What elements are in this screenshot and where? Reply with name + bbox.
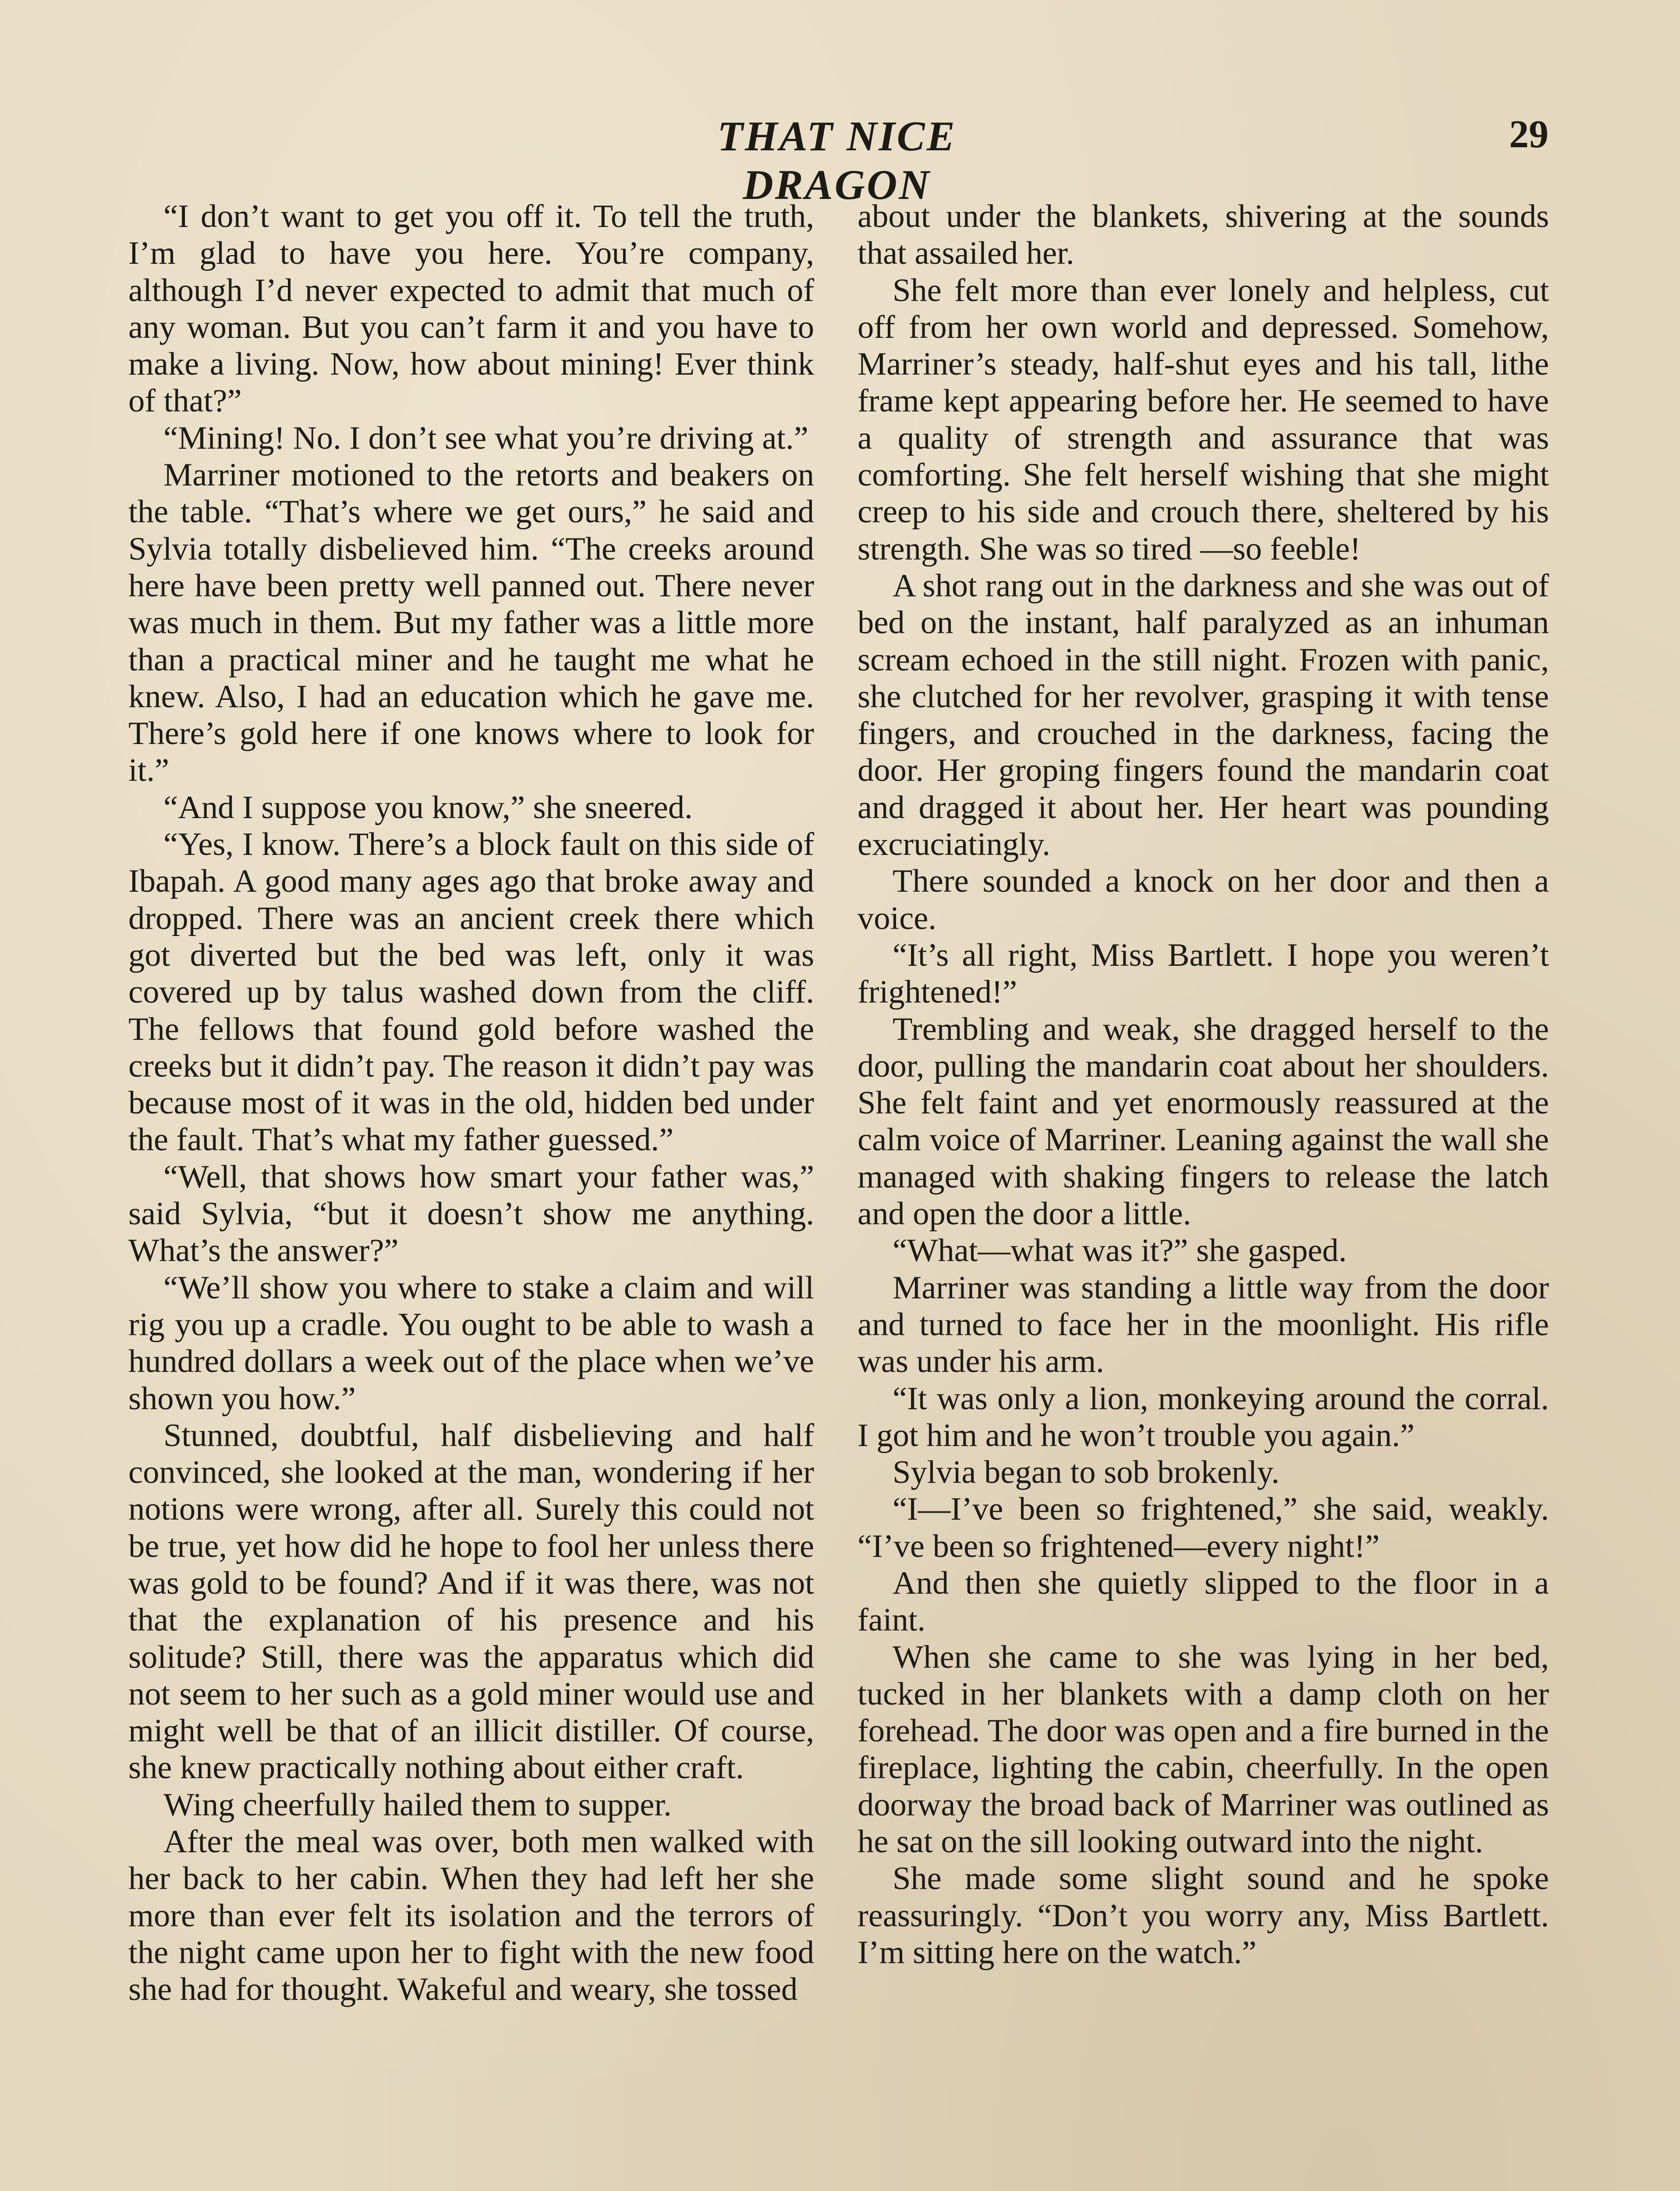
page-number: 29 — [1509, 113, 1549, 156]
paragraph-continuation: about under the blankets, shivering at the sounds that assailed her. — [858, 199, 1549, 272]
paragraph: “We’ll show you where to stake a claim and will rig you up a cradle. You ought to be able to wash a hundred dollars a week out of the place when we’ve shown you how.” — [128, 1269, 814, 1417]
paragraph: She felt more than ever lonely and helpless, cut off from her own world and depressed. Somehow, Marriner’s steady, half-shut eyes and his tall, lithe frame kept appearing before her. He seemed to have a quality of strength and assurance that was comforting. She felt herself wishing that she might creep to his side and crouch there, sheltered by his strength. She was so tired —so feeble! — [858, 272, 1549, 567]
paragraph: Wing cheerfully hailed them to supper. — [163, 1787, 672, 1823]
paragraph: “I—I’ve been so frightened,” she said, weakly. “I’ve been so frightened—every night!” — [858, 1491, 1549, 1564]
paragraph: Sylvia began to sob brokenly. — [893, 1454, 1279, 1491]
paragraph: “Yes, I know. There’s a block fault on this side of Ibapah. A good many ages ago that broke away and dropped. There was an ancient creek there which got diverted but the bed was left, only it was covered up by talus washed down from the cliff. The fellows that found gold before washed the creeks but it didn’t pay. The reason it didn’t pay was because most of it was in the old, hidden bed under the fault. That’s what my father guessed.” — [128, 826, 814, 1158]
left-column — [128, 198, 814, 2008]
paragraph: “What—what was it?” she gasped. — [893, 1233, 1347, 1269]
right-column — [858, 198, 1549, 1971]
paragraph: Stunned, doubtful, half disbelieving and half convinced, she looked at the man, wondering if her notions were wrong, after all. Surely this could not be true, yet how did he hope to fool her unless there was gold to be found? And if it was there, was not that the explanation of his presence and his solitude? Still, there was the apparatus which did not seem to her such as a gold miner would use and might well be that of an illicit distiller. Of course, she knew practically nothing about either craft. — [128, 1417, 814, 1786]
paragraph: Marriner motioned to the retorts and beakers on the table. “That’s where we get ours,” he said and Sylvia totally disbelieved him. “The creeks around here have been pretty well panned out. There never was much in them. But my father was a little more than a practical miner and he taught me what he knew. Also, I had an education which he gave me. There’s gold here if one knows where to look for it.” — [128, 457, 814, 789]
paragraph: “It was only a lion, monkeying around the corral. I got him and he won’t trouble you again.” — [858, 1380, 1549, 1454]
paragraph: She made some slight sound and he spoke reassuringly. “Don’t you worry any, Miss Bartlett. I’m sitting here on the watch.” — [858, 1861, 1549, 1971]
paragraph: Trembling and weak, she dragged herself to the door, pulling the mandarin coat about her shoulders. She felt faint and yet enormously reassured at the calm voice of Marriner. Leaning against the wall she managed with shaking fingers to release the latch and open the door a little. — [858, 1011, 1549, 1232]
paragraph: And then she quietly slipped to the floor in a faint. — [858, 1565, 1549, 1638]
paragraph: After the meal was over, both men walked with her back to her cabin. When they had left her she more than ever felt its isolation and the terrors of the night came upon her to fight with the new food she had for thought. Wakeful and weary, she tossed — [128, 1824, 814, 2008]
paragraph: “Mining! No. I don’t see what you’re driving at.” — [163, 420, 808, 456]
paragraph: “It’s all right, Miss Bartlett. I hope you weren’t frightened!” — [858, 937, 1549, 1010]
paragraph: When she came to she was lying in her bed, tucked in her blankets with a damp cloth on her forehead. The door was open and a fire burned in the fireplace, lighting the cabin, cheerfully. In the open doorway the broad back of Marriner was outlined as he sat on the sill looking outward into the night. — [858, 1639, 1549, 1860]
paragraph: “And I suppose you know,” she sneered. — [163, 789, 693, 826]
paragraph: Marriner was standing a little way from the door and turned to face her in the moonlight. His rifle was under his arm. — [858, 1269, 1549, 1380]
paragraph: There sounded a knock on her door and then a voice. — [858, 863, 1549, 936]
paragraph: A shot rang out in the darkness and she was out of bed on the instant, half paralyzed as an inhuman scream echoed in the still night. Frozen with panic, she clutched for her revolver, grasping it with tense fingers, and crouched in the darkness, facing the door. Her groping fingers found the mandarin coat and dragged it about her. Her heart was pounding excruciatingly. — [858, 567, 1549, 863]
paragraph: “Well, that shows how smart your father was,” said Sylvia, “but it doesn’t show me anything. What’s the answer?” — [128, 1159, 814, 1269]
paragraph: “I don’t want to get you off it. To tell the truth, I’m glad to have you here. You’re company, although I’d never expected to admit that much of any woman. But you can’t farm it and you have to make a living. Now, how about mining! Ever think of that?” — [128, 199, 814, 419]
running-title: THAT NICE DRAGON — [717, 113, 957, 208]
